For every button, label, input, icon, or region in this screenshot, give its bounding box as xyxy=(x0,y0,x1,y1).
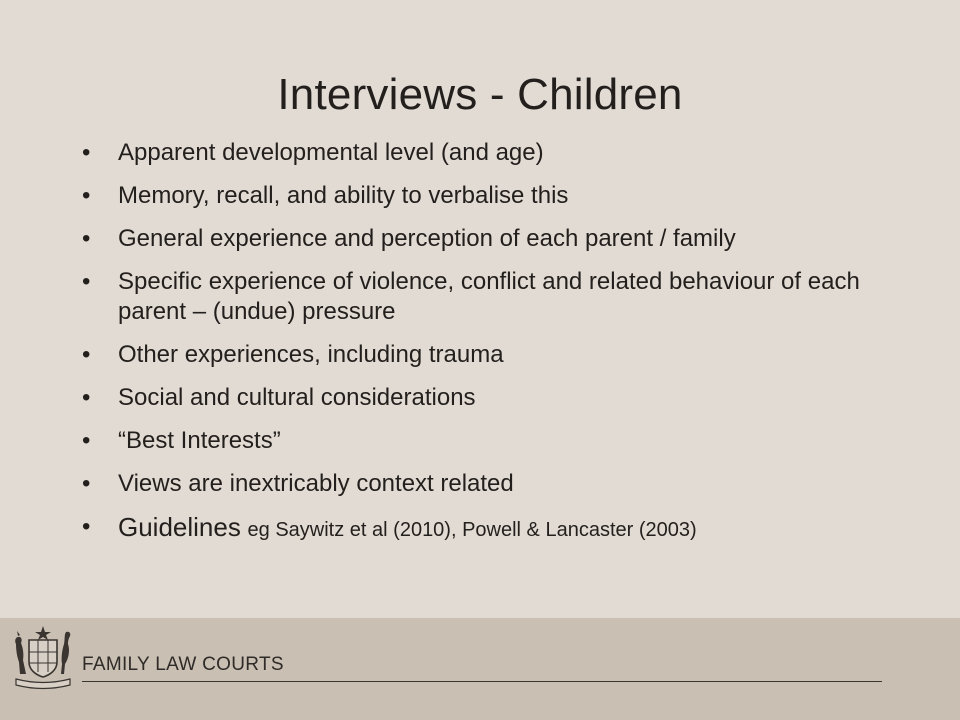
coat-of-arms-icon xyxy=(10,622,76,692)
guidelines-lead: Guidelines xyxy=(118,512,241,542)
footer-divider xyxy=(82,681,882,682)
bullet-item: • Other experiences, including trauma xyxy=(82,340,882,370)
guidelines-references: eg Saywitz et al (2010), Powell & Lancaster (2003) xyxy=(247,519,697,541)
bullet-item: • Specific experience of violence, conflict and related behaviour of each parent – (undue) pressure xyxy=(82,267,882,327)
bullet-item: • General experience and perception of each parent / family xyxy=(82,224,882,254)
slide-title: Interviews - Children xyxy=(277,70,683,119)
bullet-item: • Social and cultural considerations xyxy=(82,383,882,413)
bullet-item: • Views are inextricably context related xyxy=(82,469,882,499)
bullet-list xyxy=(82,138,882,558)
bullet-item: • “Best Interests” xyxy=(82,426,882,456)
family-law-courts-logo-text: FAMILY LAW COURTS xyxy=(82,654,284,675)
bullet-item: • Apparent developmental level (and age) xyxy=(82,138,882,168)
bullet-item-guidelines xyxy=(82,512,882,545)
bullet-item: • Memory, recall, and ability to verbalise this xyxy=(82,181,882,211)
